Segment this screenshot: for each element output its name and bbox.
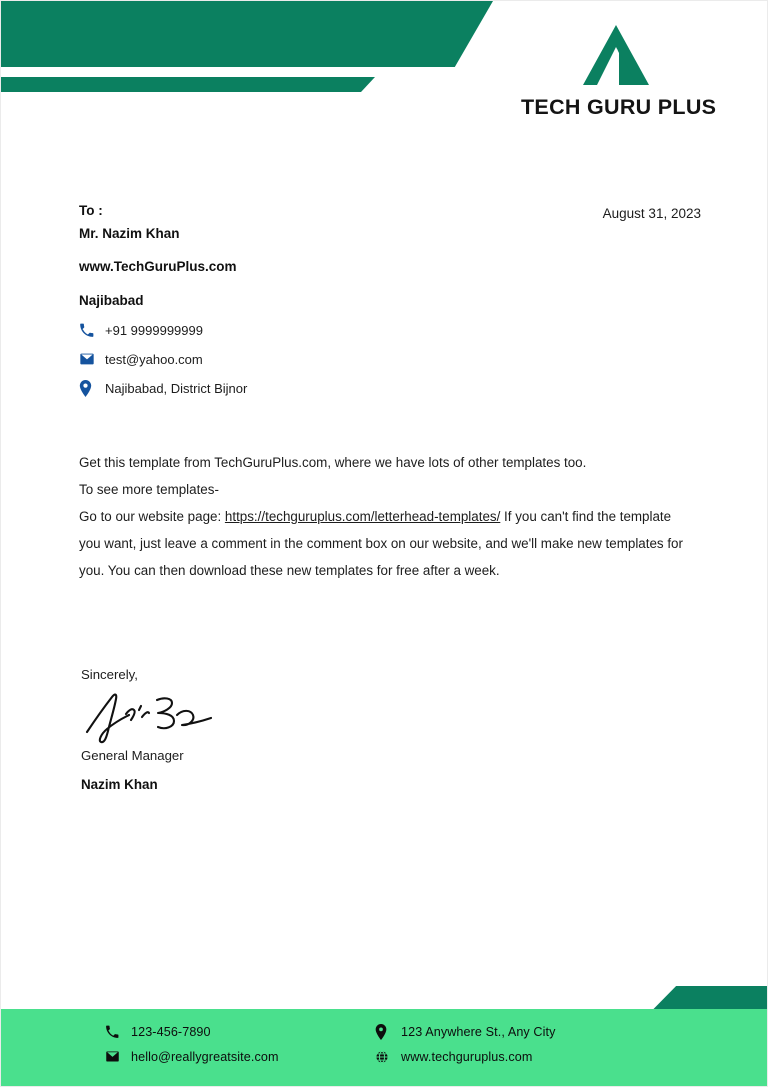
footer-contact-columns: [1, 1019, 768, 1069]
footer-phone-row: [105, 1019, 375, 1044]
footer-website-row: [375, 1044, 705, 1069]
recipient-to-label: To :: [79, 203, 103, 218]
location-pin-icon: [375, 1024, 401, 1040]
recipient-name: Mr. Nazim Khan: [79, 225, 180, 241]
letter-date: August 31, 2023: [602, 206, 701, 221]
brand-name: TECH GURU PLUS: [521, 95, 717, 119]
letter-body: [79, 449, 683, 584]
signoff-greeting: Sincerely,: [81, 667, 138, 682]
recipient-phone-value: +91 9999999999: [105, 322, 203, 338]
recipient-website: www.TechGuruPlus.com: [79, 259, 237, 274]
phone-icon: [79, 323, 105, 338]
header-green-bar-thick: [0, 1, 493, 67]
body-line-3: [79, 503, 683, 584]
footer-email-row: [105, 1044, 375, 1069]
envelope-icon: [105, 1050, 131, 1063]
recipient-city: Najibabad: [79, 292, 144, 308]
brand-logo: [521, 25, 717, 120]
triangle-a-logo-icon: [579, 25, 653, 89]
footer-phone-value: 123-456-7890: [131, 1024, 211, 1039]
body-line-2: To see more templates-: [79, 482, 219, 497]
recipient-block: [79, 204, 459, 408]
recipient-contact-phone: [79, 321, 459, 339]
location-pin-icon: [79, 380, 105, 397]
letterhead-templates-link[interactable]: https://techguruplus.com/letterhead-templates/: [224, 509, 501, 524]
signoff-role: General Manager: [81, 748, 184, 763]
handwritten-signature-icon: [79, 684, 219, 746]
body-line-3-prefix: Go to our website page:: [79, 509, 225, 524]
signoff-name: Nazim Khan: [81, 777, 158, 792]
envelope-icon: [79, 352, 105, 366]
recipient-email-value: test@yahoo.com: [105, 351, 203, 367]
footer-email-value: hello@reallygreatsite.com: [131, 1049, 279, 1064]
signoff-block: [81, 667, 381, 792]
header-green-bar-thin: [0, 77, 375, 92]
footer-website-value: www.techguruplus.com: [401, 1049, 533, 1064]
footer-column-right: [375, 1019, 705, 1069]
globe-icon: [375, 1050, 401, 1064]
footer-address-value: 123 Anywhere St., Any City: [401, 1024, 556, 1039]
footer-address-row: [375, 1019, 705, 1044]
recipient-contact-email: [79, 350, 459, 368]
phone-icon: [105, 1025, 131, 1039]
body-line-1: Get this template from TechGuruPlus.com, where we have lots of other templates too.: [79, 455, 587, 470]
recipient-contact-address: [79, 379, 459, 397]
footer-column-left: [105, 1019, 375, 1069]
body-line-3-suffix: If you can't find the template you want, just leave a comment in the comment box on our website, and we'll make new templates for you. You can then download these new templates for free after a week.: [79, 509, 683, 578]
recipient-address-value: Najibabad, District Bijnor: [105, 380, 248, 396]
